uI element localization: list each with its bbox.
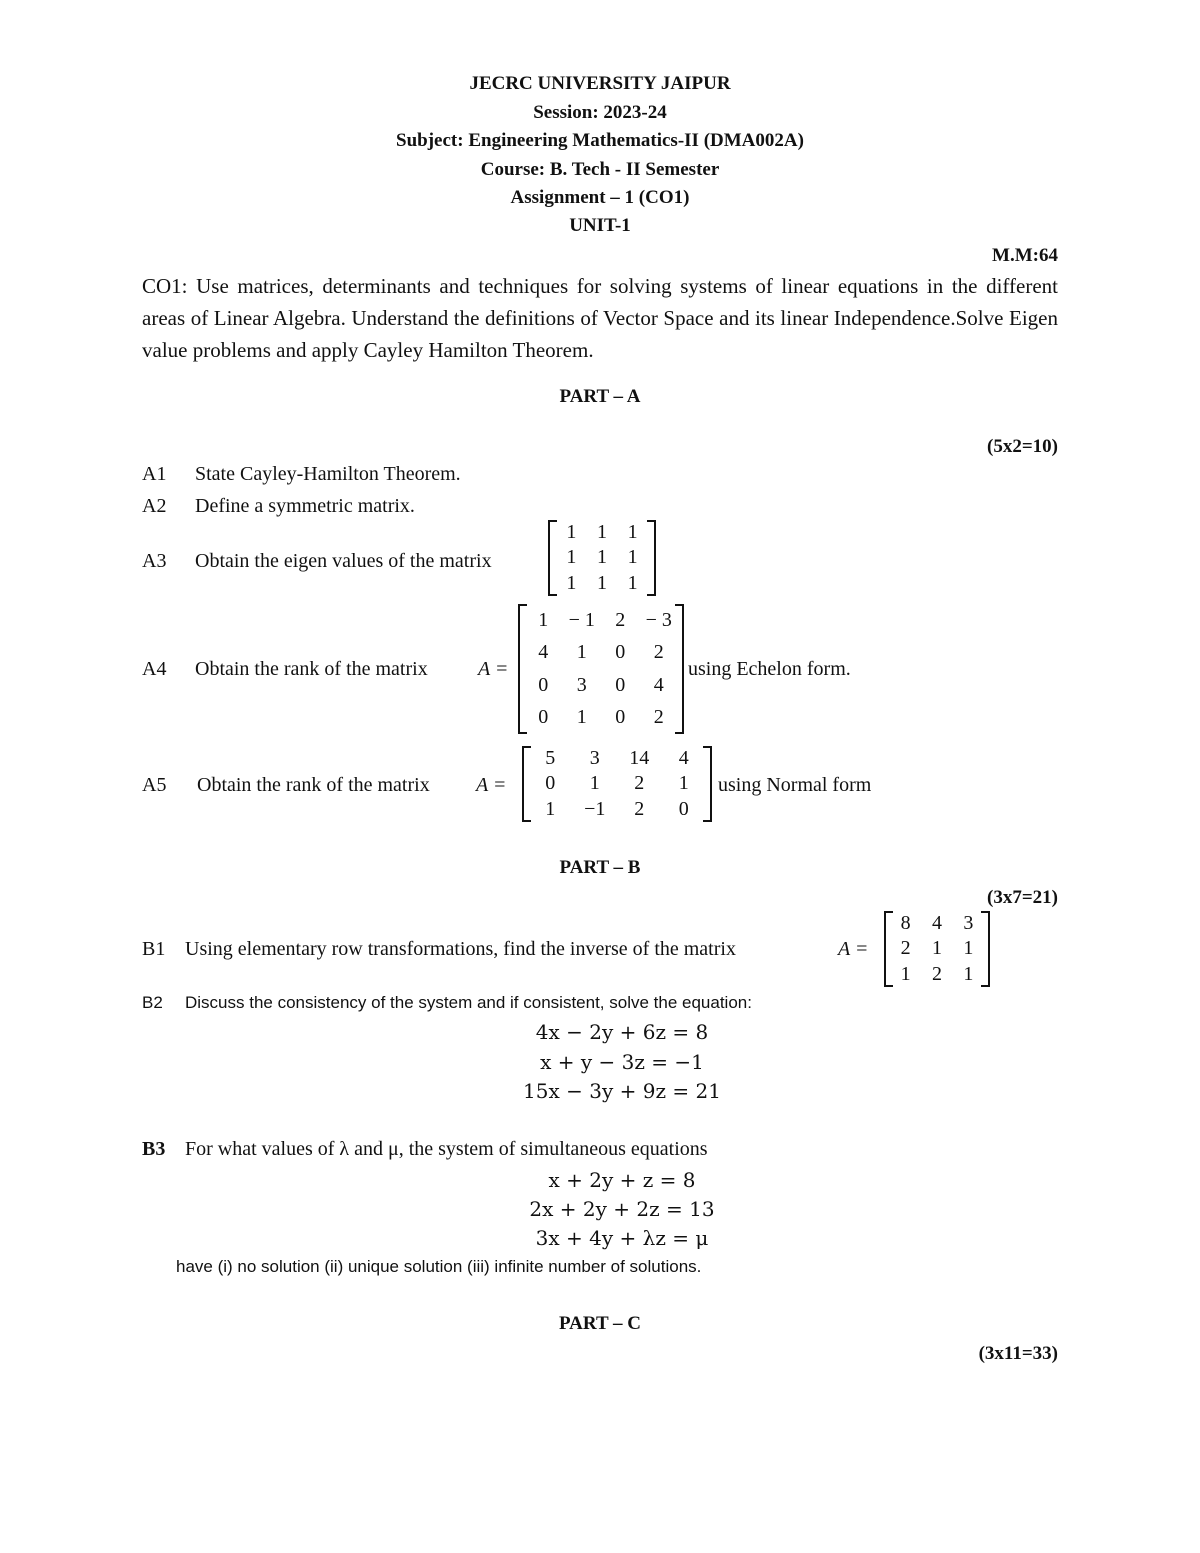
equation: 4x − 2y + 6z = 8 (535, 1020, 709, 1044)
matrix-a4 (518, 604, 684, 734)
question-number: A4 (142, 658, 167, 680)
matrix-cell: 1 (678, 772, 689, 795)
left-bracket (518, 604, 527, 734)
matrix-cell: 2 (634, 772, 645, 795)
matrix-cell: 4 (538, 641, 549, 664)
matrix-cell: 4 (678, 747, 689, 770)
matrix-cell: 8 (900, 912, 911, 935)
matrix-cell: −1 (584, 797, 606, 820)
matrix-label: A = (476, 774, 507, 796)
matrix-cell: 2 (615, 608, 626, 631)
question-suffix: using Normal form (718, 774, 872, 796)
matrix-a5 (522, 746, 712, 822)
matrix-cell: 1 (931, 937, 942, 960)
matrix-cell: 0 (538, 673, 549, 696)
matrix-cell: 1 (596, 571, 607, 594)
university-name: JECRC UNIVERSITY JAIPUR (469, 73, 731, 94)
question-text: For what values of λ and μ, the system of simultaneous equations (185, 1138, 708, 1160)
left-bracket (548, 520, 557, 596)
right-bracket (647, 520, 656, 596)
part-c-marks: (3x11=33) (978, 1343, 1058, 1364)
question-text: Obtain the eigen values of the matrix (195, 550, 492, 572)
matrix-cell: 1 (963, 937, 974, 960)
matrix-cell: 0 (615, 706, 626, 729)
matrix-cell: 0 (615, 673, 626, 696)
right-bracket (675, 604, 684, 734)
right-bracket (981, 911, 990, 987)
matrix-cell: 2 (900, 937, 911, 960)
part-b-marks: (3x7=21) (987, 887, 1058, 908)
right-bracket (703, 746, 712, 822)
equation: 2x + 2y + 2z = 13 (529, 1197, 715, 1221)
question-number: A3 (142, 550, 167, 572)
max-marks: M.M:64 (992, 245, 1058, 266)
question-text: Obtain the rank of the matrix (195, 658, 428, 680)
assignment-title: Assignment – 1 (CO1) (510, 187, 690, 208)
course: Course: B. Tech - II Semester (480, 159, 720, 180)
question-number: A5 (142, 774, 167, 796)
left-bracket (522, 746, 531, 822)
part-a-title: PART – A (559, 386, 641, 407)
session: Session: 2023-24 (533, 102, 667, 123)
subject: Subject: Engineering Mathematics-II (DMA002A) (396, 130, 804, 151)
part-a-marks: (5x2=10) (987, 436, 1058, 457)
matrix-cell: 1 (576, 641, 587, 664)
matrix-cell: 4 (931, 912, 942, 935)
part-b-title: PART – B (559, 857, 641, 878)
question-text: Define a symmetric matrix. (195, 495, 415, 517)
question-number: B1 (142, 938, 166, 960)
question-text: Obtain the rank of the matrix (197, 774, 430, 796)
equation: x + 2y + z = 8 (548, 1168, 696, 1192)
part-c-title: PART – C (558, 1313, 642, 1334)
question-text: Using elementary row transformations, find the inverse of the matrix (185, 938, 736, 960)
matrix-cell: 0 (678, 797, 689, 820)
unit: UNIT-1 (569, 215, 631, 236)
matrix-cell: 14 (629, 747, 650, 770)
matrix-cell: 1 (627, 546, 638, 569)
matrix-cell: 1 (596, 546, 607, 569)
matrix-label: A = (478, 658, 509, 680)
matrix-cell: 2 (931, 962, 942, 985)
question-number: B2 (142, 993, 163, 1012)
question-suffix: using Echelon form. (688, 658, 851, 680)
matrix-cell: 1 (900, 962, 911, 985)
matrix-cell: 5 (545, 747, 556, 770)
matrix-cell: 1 (545, 797, 556, 820)
matrix-cell: 1 (538, 608, 549, 631)
matrix-cell: 0 (545, 772, 556, 795)
matrix-cell: 2 (634, 797, 645, 820)
matrix-cell: 1 (576, 706, 587, 729)
equation: 3x + 4y + λz = μ (535, 1226, 709, 1250)
equation: x + y − 3z = −1 (540, 1050, 704, 1074)
matrix-cell: 1 (566, 571, 577, 594)
course-outcome: CO1: Use matrices, determinants and techniques for solving systems of linear equations in the different areas of Linear Algebra. Understand the definitions of Vector Space and its linear Independence.Solve Eigen value problems and apply Cayley Hamilton Theorem. (142, 274, 1058, 362)
matrix-label: A = (838, 938, 869, 960)
question-followup: have (i) no solution (ii) unique solution (iii) infinite number of solutions. (176, 1257, 702, 1276)
matrix-a3 (548, 520, 656, 596)
matrix-cell: 1 (963, 962, 974, 985)
matrix-cell: 1 (596, 521, 607, 544)
matrix-cell: 1 (566, 546, 577, 569)
matrix-cell: 2 (653, 641, 664, 664)
left-bracket (884, 911, 893, 987)
matrix-cell: 4 (653, 673, 664, 696)
question-text: Discuss the consistency of the system and if consistent, solve the equation: (185, 993, 752, 1012)
matrix-cell: − 3 (645, 608, 672, 631)
matrix-cell: 0 (538, 706, 549, 729)
matrix-cell: 3 (963, 912, 974, 935)
matrix-cell: 1 (627, 521, 638, 544)
equation: 15x − 3y + 9z = 21 (523, 1079, 721, 1103)
matrix-cell: 1 (566, 521, 577, 544)
matrix-cell: 1 (589, 772, 600, 795)
question-number: B3 (142, 1138, 166, 1160)
matrix-cell: 3 (576, 673, 587, 696)
question-text: State Cayley-Hamilton Theorem. (195, 463, 461, 485)
matrix-b1 (884, 911, 990, 987)
matrix-cell: − 1 (568, 608, 595, 631)
question-number: A2 (142, 495, 167, 517)
matrix-cell: 1 (627, 571, 638, 594)
matrix-cell: 2 (653, 706, 664, 729)
question-number: A1 (142, 463, 167, 485)
matrix-cell: 0 (615, 641, 626, 664)
matrix-cell: 3 (589, 747, 600, 770)
